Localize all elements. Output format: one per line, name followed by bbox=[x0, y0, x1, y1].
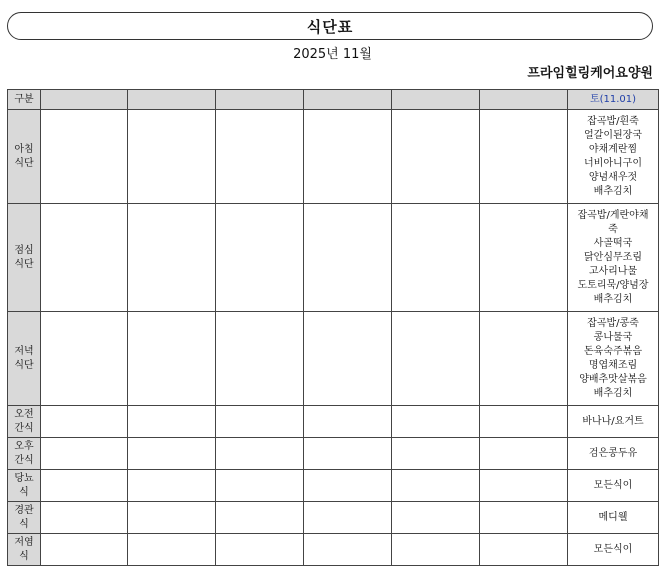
row-label: 점심 식단 bbox=[8, 204, 41, 312]
menu-cell: 검은콩두유 bbox=[568, 438, 659, 470]
menu-cell bbox=[304, 438, 392, 470]
menu-cell bbox=[216, 502, 304, 534]
table-row-lunch bbox=[8, 204, 659, 312]
menu-cell bbox=[128, 312, 216, 406]
menu-cell: 잡곡밥/콩죽 콩나물국 돈육숙주볶음 명엽채조림 양배추맛살볶음 배추김치 bbox=[568, 312, 659, 406]
menu-cell bbox=[41, 502, 128, 534]
menu-cell: 잡곡밥/흰죽 얼갈이된장국 야채계란찜 너비아니구이 양념새우젓 배추김치 bbox=[568, 110, 659, 204]
header-row bbox=[8, 90, 659, 110]
menu-cell bbox=[480, 406, 568, 438]
table-row-am-snack bbox=[8, 406, 659, 438]
menu-cell bbox=[392, 534, 480, 566]
menu-cell bbox=[392, 312, 480, 406]
period-label: 2025년 11월 bbox=[293, 47, 372, 62]
menu-cell bbox=[392, 204, 480, 312]
menu-cell bbox=[216, 534, 304, 566]
menu-cell bbox=[128, 502, 216, 534]
menu-cell bbox=[41, 534, 128, 566]
day-header bbox=[41, 90, 128, 110]
row-label: 경관 식 bbox=[8, 502, 41, 534]
menu-cell bbox=[304, 110, 392, 204]
menu-cell bbox=[392, 110, 480, 204]
menu-cell bbox=[216, 312, 304, 406]
row-label: 아침 식단 bbox=[8, 110, 41, 204]
menu-cell bbox=[216, 204, 304, 312]
menu-cell bbox=[128, 204, 216, 312]
row-label: 저염 식 bbox=[8, 534, 41, 566]
day-header bbox=[128, 90, 216, 110]
day-header bbox=[304, 90, 392, 110]
menu-cell: 메디웰 bbox=[568, 502, 659, 534]
row-label: 오전 간식 bbox=[8, 406, 41, 438]
menu-cell bbox=[41, 438, 128, 470]
page-title: 식단표 bbox=[306, 17, 354, 36]
table-row-diabetic bbox=[8, 470, 659, 502]
menu-cell bbox=[392, 502, 480, 534]
facility-name: 프라임힐링케어요양원 bbox=[527, 66, 653, 81]
menu-cell bbox=[304, 534, 392, 566]
menu-cell bbox=[128, 110, 216, 204]
menu-cell bbox=[480, 204, 568, 312]
menu-cell: 모든식이 bbox=[568, 534, 659, 566]
menu-cell bbox=[41, 312, 128, 406]
menu-cell bbox=[480, 470, 568, 502]
menu-cell bbox=[304, 470, 392, 502]
row-label: 저녁 식단 bbox=[8, 312, 41, 406]
menu-cell bbox=[392, 406, 480, 438]
menu-cell bbox=[480, 438, 568, 470]
menu-cell bbox=[304, 502, 392, 534]
corner-header: 구분 bbox=[8, 90, 41, 110]
day-header bbox=[392, 90, 480, 110]
menu-cell bbox=[392, 470, 480, 502]
menu-cell: 모든식이 bbox=[568, 470, 659, 502]
menu-cell bbox=[216, 110, 304, 204]
menu-cell bbox=[480, 534, 568, 566]
title-banner bbox=[7, 12, 653, 40]
menu-cell bbox=[480, 502, 568, 534]
menu-cell: 잡곡밥/게란야채 죽 사골떡국 닭안심무조림 고사리나물 도토리묵/양념장 배추김치 bbox=[568, 204, 659, 312]
day-header bbox=[216, 90, 304, 110]
menu-cell bbox=[128, 438, 216, 470]
menu-cell bbox=[216, 406, 304, 438]
menu-cell bbox=[41, 406, 128, 438]
menu-cell bbox=[304, 312, 392, 406]
menu-cell bbox=[41, 470, 128, 502]
table-row-tube-feeding bbox=[8, 502, 659, 534]
meal-table bbox=[7, 89, 659, 566]
menu-cell bbox=[304, 204, 392, 312]
menu-cell bbox=[128, 534, 216, 566]
table-row-pm-snack bbox=[8, 438, 659, 470]
menu-cell bbox=[392, 438, 480, 470]
row-label: 오후 간식 bbox=[8, 438, 41, 470]
menu-cell bbox=[41, 204, 128, 312]
menu-cell bbox=[41, 110, 128, 204]
table-row-breakfast bbox=[8, 110, 659, 204]
menu-cell bbox=[480, 110, 568, 204]
menu-cell bbox=[216, 470, 304, 502]
menu-cell bbox=[304, 406, 392, 438]
row-label: 당뇨 식 bbox=[8, 470, 41, 502]
day-header bbox=[480, 90, 568, 110]
day-header-saturday: 토(11.01) bbox=[568, 90, 659, 110]
menu-cell bbox=[480, 312, 568, 406]
menu-cell bbox=[216, 438, 304, 470]
menu-cell bbox=[128, 470, 216, 502]
table-row-dinner bbox=[8, 312, 659, 406]
menu-cell: 바나나/요거트 bbox=[568, 406, 659, 438]
table-row-low-sodium bbox=[8, 534, 659, 566]
menu-cell bbox=[128, 406, 216, 438]
